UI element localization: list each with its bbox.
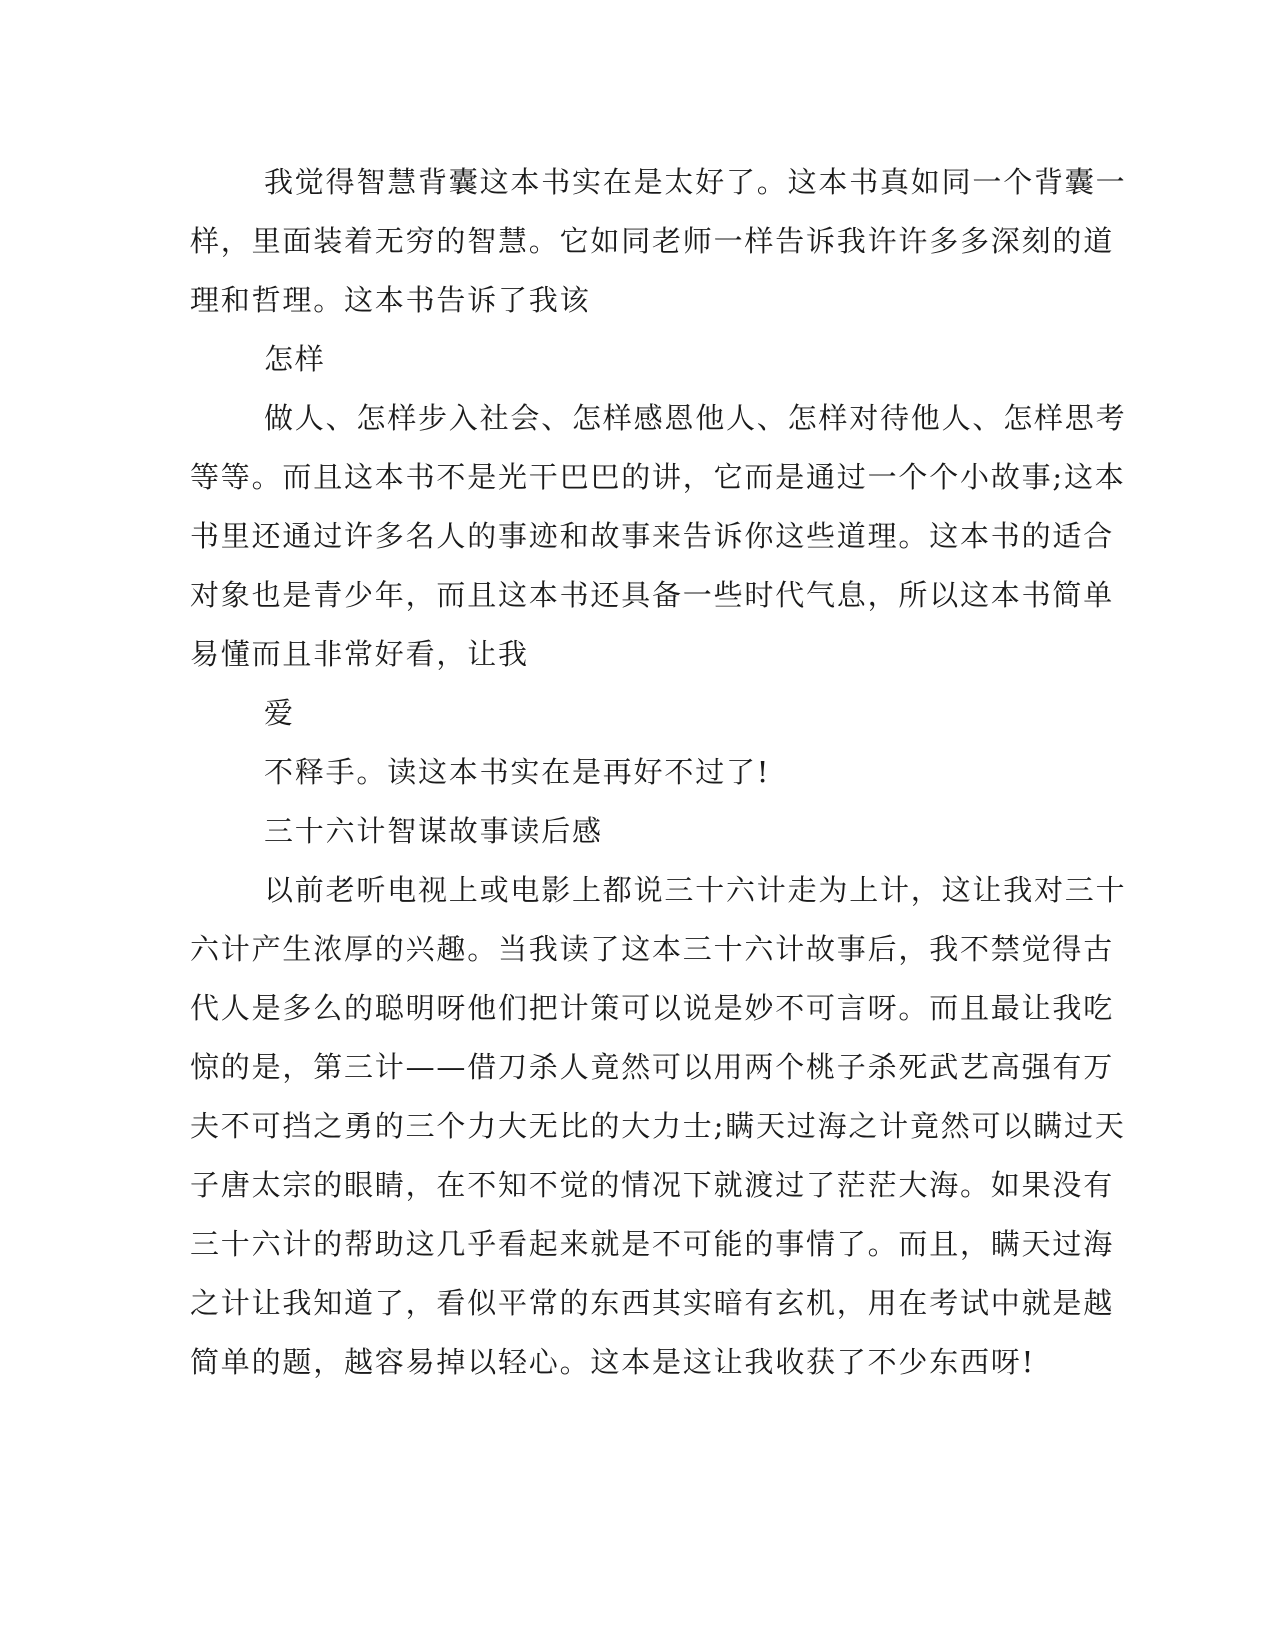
- paragraph-6-line-1: 以前老听电视上或电影上都说三十六计走为上计，这让我对三十: [264, 873, 1127, 907]
- paragraph-6-line-3: 代人是多么的聪明呀他们把计策可以说是妙不可言呀。而且最让我吃: [190, 991, 1115, 1025]
- paragraph-6-line-5: 夫不可挡之勇的三个力大无比的大力士;瞒天过海之计竟然可以瞒过天: [190, 1109, 1126, 1143]
- paragraph-6-line-8: 之计让我知道了，看似平常的东西其实暗有玄机，用在考试中就是越: [190, 1286, 1115, 1320]
- paragraph-1-line-1: 我觉得智慧背囊这本书实在是太好了。这本书真如同一个背囊一: [264, 165, 1127, 199]
- paragraph-1-line-2: 样，里面装着无穷的智慧。它如同老师一样告诉我许许多多深刻的道: [190, 224, 1115, 258]
- paragraph-3-line-5: 易懂而且非常好看，让我: [190, 637, 529, 671]
- paragraph-2-line-1: 怎样: [264, 342, 326, 376]
- paragraph-6-line-6: 子唐太宗的眼睛，在不知不觉的情况下就渡过了茫茫大海。如果没有: [190, 1168, 1115, 1202]
- paragraph-5-line-1: 不释手。读这本书实在是再好不过了!: [264, 755, 771, 789]
- paragraph-3-line-4: 对象也是青少年，而且这本书还具备一些时代气息，所以这本书简单: [190, 578, 1115, 612]
- section-heading: 三十六计智谋故事读后感: [264, 814, 603, 848]
- paragraph-3-line-1: 做人、怎样步入社会、怎样感恩他人、怎样对待他人、怎样思考: [264, 401, 1127, 435]
- paragraph-6-line-4: 惊的是，第三计——借刀杀人竟然可以用两个桃子杀死武艺高强有万: [190, 1050, 1115, 1084]
- paragraph-1-line-3: 理和哲理。这本书告诉了我该: [190, 283, 591, 317]
- paragraph-6-line-7: 三十六计的帮助这几乎看起来就是不可能的事情了。而且，瞒天过海: [190, 1227, 1115, 1261]
- paragraph-3-line-3: 书里还通过许多名人的事迹和故事来告诉你这些道理。这本书的适合: [190, 519, 1115, 553]
- paragraph-6-line-2: 六计产生浓厚的兴趣。当我读了这本三十六计故事后，我不禁觉得古: [190, 932, 1115, 966]
- paragraph-4-line-1: 爱: [264, 696, 295, 730]
- paragraph-3-line-2: 等等。而且这本书不是光干巴巴的讲，它而是通过一个个小故事;这本: [190, 460, 1126, 494]
- paragraph-6-line-9: 简单的题，越容易掉以轻心。这本是这让我收获了不少东西呀!: [190, 1345, 1036, 1379]
